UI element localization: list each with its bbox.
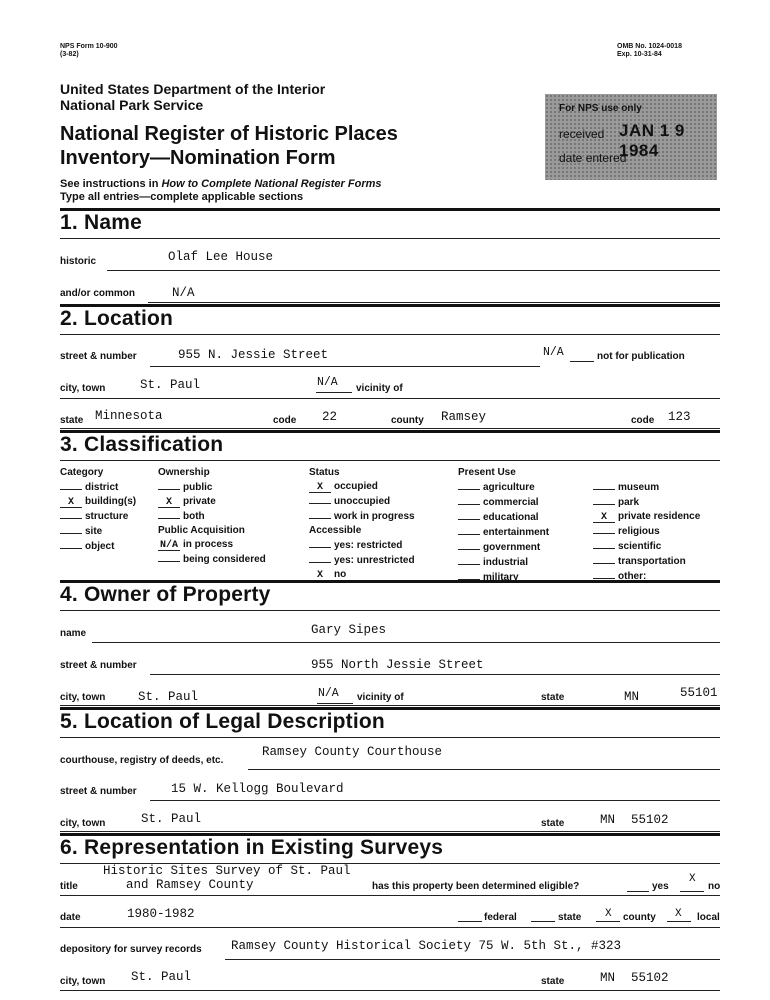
legal-state-label: state — [541, 818, 565, 829]
owner-state-value: MN — [624, 690, 640, 704]
use-industrial: industrial — [458, 555, 549, 570]
owner-city-line — [60, 705, 720, 706]
category-column — [60, 466, 136, 554]
survey-title-label: title — [60, 881, 78, 892]
federal-blank[interactable] — [458, 921, 482, 922]
vicinity-blank — [316, 392, 352, 393]
ownership-public: public — [158, 480, 266, 495]
accessible-heading: Accessible — [309, 525, 362, 536]
section-1-heading-rule — [60, 238, 720, 239]
survey-title-line — [60, 895, 720, 896]
checkbox-mark[interactable] — [593, 569, 615, 579]
section-1-rule — [60, 208, 720, 211]
city-town-value: St. Paul — [140, 378, 201, 392]
owner-city-value: St. Paul — [138, 690, 199, 704]
survey-date-label: date — [60, 912, 81, 923]
use-private-residence: X private residence — [593, 510, 700, 524]
status-unoccupied: unoccupied — [309, 494, 415, 509]
form-number: NPS Form 10-900 — [60, 43, 118, 50]
historic-label: historic — [60, 256, 97, 267]
use-commercial: commercial — [458, 495, 549, 510]
checkbox-mark[interactable] — [593, 539, 615, 549]
city-line — [60, 398, 720, 399]
use-entertainment: entertainment — [458, 525, 549, 540]
owner-state-label: state — [541, 692, 565, 703]
city-town-label: city, town — [60, 383, 106, 394]
survey-city-value: St. Paul — [131, 970, 192, 984]
received-date-stamp: JAN 1 9 1984 — [619, 121, 685, 160]
expiration-date: Exp. 10-31-84 — [617, 51, 662, 58]
checkbox-mark[interactable]: X — [593, 513, 615, 523]
survey-county-label: county — [623, 912, 656, 923]
checkbox-mark[interactable]: X — [309, 483, 331, 493]
survey-local-label: local — [697, 912, 720, 923]
status-column — [309, 466, 415, 582]
checkbox-mark[interactable]: X — [60, 498, 82, 508]
checkbox-mark[interactable] — [458, 525, 480, 535]
depository-value: Ramsey County Historical Society 75 W. 5th St., #323 — [231, 939, 622, 953]
checkbox-mark[interactable] — [60, 509, 82, 519]
courthouse-label: courthouse, registry of deeds, etc. — [60, 755, 224, 766]
legal-city-value: St. Paul — [141, 812, 202, 826]
survey-city-label: city, town — [60, 976, 106, 987]
federal-label: federal — [484, 912, 517, 923]
form-subtitle: Inventory—Nomination Form — [60, 147, 336, 169]
checkbox-mark[interactable]: X — [158, 498, 180, 508]
nps-use-only-box — [545, 94, 717, 180]
checkbox-mark[interactable] — [593, 480, 615, 490]
section-3-heading: 3. Classification — [60, 433, 224, 456]
section-1-heading: 1. Name — [60, 211, 142, 234]
owner-name-label: name — [60, 628, 87, 639]
eligible-yes-label: yes — [652, 881, 669, 892]
public-acquisition-heading: Public Acquisition — [158, 525, 245, 536]
use-religious: religious — [593, 524, 700, 539]
access-yes-unrestricted: yes: unrestricted — [309, 553, 415, 568]
survey-state-label: state — [558, 912, 582, 923]
checkbox-mark[interactable] — [458, 480, 480, 490]
access-no: X no — [309, 568, 415, 582]
checkbox-mark[interactable] — [158, 509, 180, 519]
use-other: other: — [593, 569, 700, 584]
state-code-value: 22 — [322, 410, 338, 424]
legal-city-line — [60, 831, 720, 832]
local-mark[interactable]: X — [675, 908, 682, 920]
checkbox-mark[interactable] — [309, 494, 331, 504]
county-code-label: code — [631, 415, 655, 426]
street-number-label: street & number — [60, 351, 137, 362]
eligible-no-label: no — [708, 881, 721, 892]
checkbox-mark[interactable] — [593, 495, 615, 505]
legal-street-value: 15 W. Kellogg Boulevard — [171, 782, 344, 796]
use-government: government — [458, 540, 549, 555]
checkbox-mark[interactable] — [458, 510, 480, 520]
courthouse-line — [248, 769, 720, 770]
street-line — [150, 366, 540, 367]
acquisition-being-considered: being considered — [158, 552, 266, 567]
use-transportation: transportation — [593, 554, 700, 569]
survey-city-line — [60, 990, 720, 991]
historic-line — [107, 270, 720, 271]
survey-title-line-1: Historic Sites Survey of St. Paul — [103, 864, 351, 878]
checkbox-mark[interactable] — [593, 524, 615, 534]
owner-vicinity-label: vicinity of — [357, 692, 404, 703]
legal-street-label: street & number — [60, 786, 137, 797]
form-title: National Register of Historic Places — [60, 123, 398, 145]
legal-state-value: MN — [600, 813, 616, 827]
state-value: Minnesota — [95, 409, 163, 423]
status-heading: Status — [309, 467, 340, 478]
section-5-heading-rule — [60, 737, 720, 738]
ownership-column — [158, 466, 266, 567]
checkbox-mark[interactable] — [309, 553, 331, 563]
survey-date-value: 1980-1982 — [127, 907, 195, 921]
use-military: military — [458, 570, 549, 585]
nfp-blank — [570, 361, 594, 362]
depository-line — [225, 959, 720, 960]
local-blank — [667, 921, 691, 922]
state-line — [60, 428, 720, 429]
state-blank[interactable] — [531, 921, 555, 922]
county-value: Ramsey — [441, 410, 487, 424]
state-label: state — [60, 415, 84, 426]
checkbox-mark[interactable]: N/A — [159, 540, 178, 551]
instructions: See instructions in How to Complete National Register Forms — [60, 178, 382, 190]
owner-street-line — [150, 674, 720, 675]
eligible-question: has this property been determined eligible? — [372, 881, 580, 892]
checkbox-mark[interactable] — [60, 524, 82, 534]
ownership-private: X private — [158, 495, 266, 509]
checkbox-mark[interactable] — [309, 538, 331, 548]
owner-street-value: 955 North Jessie Street — [311, 658, 484, 672]
checkbox-mark[interactable] — [309, 509, 331, 519]
service-name: National Park Service — [60, 97, 204, 113]
survey-zip-value: 55102 — [631, 971, 669, 985]
use-park: park — [593, 495, 700, 510]
checkbox-mark[interactable] — [60, 539, 82, 549]
status-work-in-progress: work in progress — [309, 509, 415, 524]
survey-date-line — [60, 927, 720, 928]
common-name-value: N/A — [172, 286, 195, 300]
no-blank — [680, 891, 704, 892]
owner-name-line — [92, 642, 720, 643]
use-agriculture: agriculture — [458, 480, 549, 495]
ownership-both: both — [158, 509, 266, 524]
present-use-column-1 — [458, 466, 549, 585]
checkbox-mark[interactable] — [158, 480, 180, 490]
not-for-publication-mark: N/A — [543, 346, 564, 359]
not-for-publication-label: not for publication — [597, 351, 685, 362]
checkbox-mark[interactable]: X — [309, 571, 331, 581]
county-label: county — [391, 415, 424, 426]
courthouse-value: Ramsey County Courthouse — [262, 745, 443, 759]
vicinity-mark: N/A — [317, 376, 338, 389]
category-site: site — [60, 524, 136, 539]
omb-number: OMB No. 1024-0018 — [617, 43, 682, 50]
checkbox-mark[interactable] — [60, 480, 82, 490]
category-structure: structure — [60, 509, 136, 524]
category-heading: Category — [60, 467, 104, 478]
owner-vicinity-mark: N/A — [318, 687, 339, 700]
owner-zip-value: 55101 — [680, 686, 718, 700]
yes-blank[interactable] — [627, 891, 649, 892]
section-5-heading: 5. Location of Legal Description — [60, 710, 385, 733]
checkbox-mark[interactable] — [458, 555, 480, 565]
section-4-heading-rule — [60, 610, 720, 611]
depository-label: depository for survey records — [60, 944, 202, 955]
common-name-label: and/or common — [60, 288, 136, 299]
category-object: object — [60, 539, 136, 554]
owner-street-label: street & number — [60, 660, 137, 671]
ownership-heading: Ownership — [158, 467, 210, 478]
department-name: United States Department of the Interior — [60, 81, 326, 97]
section-2-heading: 2. Location — [60, 307, 174, 330]
vicinity-of-label: vicinity of — [356, 383, 403, 394]
state-code-label: code — [273, 415, 297, 426]
category-district: district — [60, 480, 136, 495]
status-occupied: X occupied — [309, 480, 415, 494]
survey-state2-label: state — [541, 976, 565, 987]
form-revision: (3-82) — [60, 51, 79, 58]
use-educational: educational — [458, 510, 549, 525]
legal-street-line — [150, 800, 720, 801]
county-mark[interactable]: X — [605, 908, 612, 920]
eligible-no-mark[interactable]: X — [689, 873, 696, 885]
checkbox-mark[interactable] — [593, 554, 615, 564]
street-number-value: 955 N. Jessie Street — [178, 348, 329, 362]
owner-name-value: Gary Sipes — [311, 623, 387, 637]
present-use-heading: Present Use — [458, 467, 516, 478]
legal-zip-value: 55102 — [631, 813, 669, 827]
access-yes-restricted: yes: restricted — [309, 538, 415, 553]
section-3-heading-rule — [60, 460, 720, 461]
common-line — [148, 302, 720, 303]
use-scientific: scientific — [593, 539, 700, 554]
historic-name-value: Olaf Lee House — [168, 250, 274, 264]
category-buildings: X building(s) — [60, 495, 136, 509]
owner-vicinity-blank — [317, 703, 353, 704]
county-code-value: 123 — [668, 410, 691, 424]
survey-title-line-2: and Ramsey County — [126, 878, 254, 892]
survey-state2-value: MN — [600, 971, 616, 985]
checkbox-mark[interactable] — [158, 552, 180, 562]
owner-city-label: city, town — [60, 692, 106, 703]
legal-city-label: city, town — [60, 818, 106, 829]
checkbox-mark[interactable] — [458, 570, 480, 580]
county-blank — [596, 921, 620, 922]
checkbox-mark[interactable] — [458, 495, 480, 505]
nps-box-label: For NPS use only — [559, 103, 642, 114]
instructions-type: Type all entries—complete applicable sections — [60, 191, 304, 203]
use-museum: museum — [593, 480, 700, 495]
section-6-heading: 6. Representation in Existing Surveys — [60, 836, 444, 859]
section-4-heading: 4. Owner of Property — [60, 583, 271, 606]
section-2-heading-rule — [60, 334, 720, 335]
checkbox-mark[interactable] — [458, 540, 480, 550]
acquisition-in-process: N/A in process — [159, 539, 234, 551]
received-label: received — [559, 127, 605, 141]
present-use-column-2 — [593, 480, 700, 584]
date-entered-label: date entered — [559, 151, 627, 165]
